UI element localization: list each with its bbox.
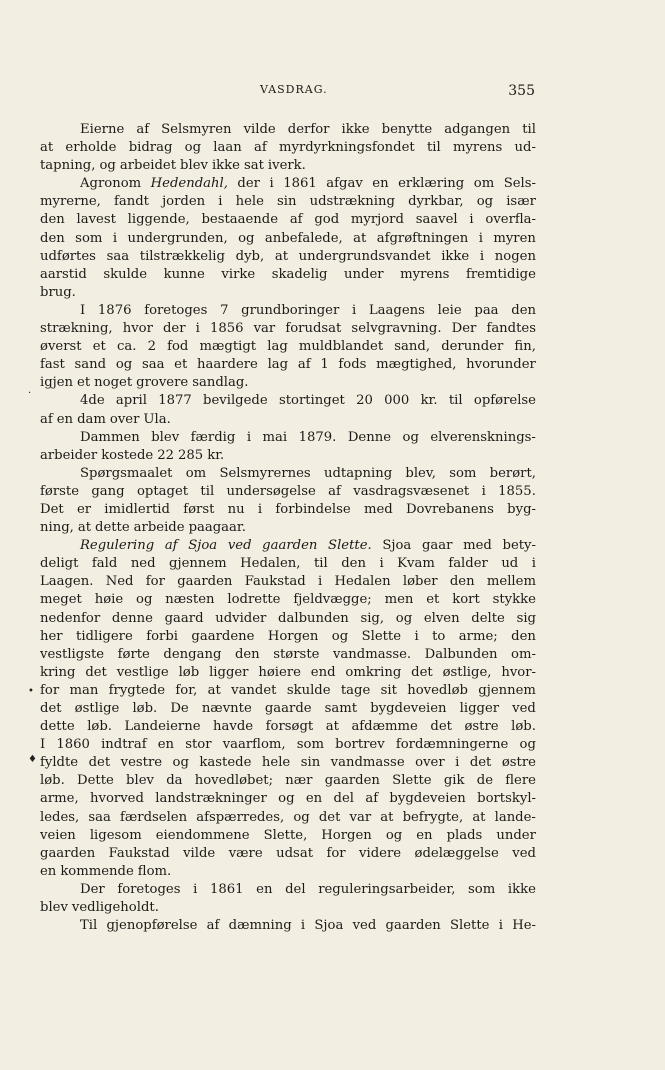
text-line: ledes, saa færdselen afspærredes, og det var at befrygte, at lande- — [40, 809, 536, 825]
text-line: igjen et noget grovere sandlag. — [40, 375, 249, 391]
text-line: gaarden Faukstad vilde være udsat for videre ødelæggelse ved — [40, 845, 536, 861]
text-line: Til gjenopførelse af dæmning i Sjoa ved gaarden Slette i He- — [80, 918, 536, 934]
text-line: myrerne, fandt jorden i hele sin udstrækning dyrkbar, og især — [40, 194, 536, 210]
text-line: det østlige løb. De nævnte gaarde samt bygdeveien ligger ved — [40, 701, 536, 716]
margin-mark: • — [28, 686, 34, 697]
text-line: arbeider kostede 22 285 kr. — [40, 447, 225, 463]
text-line: kring det vestlige løb ligger høiere end omkring det østlige, hvor- — [40, 664, 536, 680]
text-line: her tidligere forbi gaardene Horgen og Slette i to arme; den — [40, 628, 536, 644]
text-line: fyldte det vestre og kastede hele sin vandmasse over i det østre — [40, 755, 536, 771]
text-line: 4de april 1877 bevilgede stortinget 20 000 kr. til opførelse — [80, 393, 536, 409]
text-line: deligt fald ned gjennem Hedalen, til den i Kvam falder ud i — [40, 556, 536, 572]
text-line: øverst et ca. 2 fod mægtigt lag muldblandet sand, derunder fin, — [40, 339, 536, 355]
text-line: brug. — [40, 284, 76, 300]
text-line: Regulering af Sjoa ved gaarden Slette. Sjoa gaar med bety- — [80, 538, 536, 554]
text-line: dette løb. Landeierne havde forsøgt at afdæmme det østre løb. — [40, 719, 536, 735]
text-line: fast sand og saa et haardere lag af 1 fods mægtighed, hvorunder — [40, 357, 536, 373]
text-line: Spørgsmaalet om Selsmyrernes udtapning blev, som berørt, — [80, 465, 536, 481]
text-line: blev vedligeholdt. — [40, 900, 159, 916]
text-line: aarstid skulde kunne virke skadelig under myrens fremtidige — [40, 266, 536, 282]
running-head: VASDRAG. — [260, 83, 328, 96]
text-line: Det er imidlertid først nu i forbindelse med Dovrebanens byg- — [40, 501, 536, 517]
text-line: for man frygtede for, at vandet skulde tage sit hovedløb gjennem — [40, 682, 536, 698]
text-line: udførtes saa tilstrækkelig dyb, at undergrundsvandet ikke i nogen — [40, 248, 536, 264]
text-line: Laagen. Ned for gaarden Faukstad i Hedalen løber den mellem — [40, 574, 536, 590]
text-line: tapning, og arbeidet blev ikke sat iverk. — [40, 158, 306, 174]
margin-mark: ♦ — [28, 754, 37, 765]
text-line: den lavest liggende, bestaaende af god myrjord saavel i overfla- — [40, 212, 536, 228]
text-line: veien ligesom eiendommene Slette, Horgen og en plads under — [40, 827, 536, 843]
text-line: at erholde bidrag og laan af myrdyrkningsfondet til myrens ud- — [40, 140, 536, 156]
text-line: arme, hvorved landstrækninger og en del af bygdeveien bortskyl- — [40, 791, 536, 807]
text-line: løb. Dette blev da hovedløbet; nær gaarden Slette gik de flere — [40, 773, 536, 789]
text-line: strækning, hvor der i 1856 var forudsat selvgravning. Der fandtes — [40, 321, 536, 337]
text-line: I 1860 indtraf en stor vaarflom, som bortrev fordæmningerne og — [40, 737, 536, 753]
text-line: Agronom Hedendahl, der i 1861 afgav en erklæring om Sels- — [80, 176, 536, 192]
text-line: Der foretoges i 1861 en del reguleringsarbeider, som ikke — [80, 881, 536, 897]
body-text — [40, 121, 536, 935]
text-line: en kommende flom. — [40, 863, 172, 879]
text-line: den som i undergrunden, og anbefalede, at afgrøftningen i myren — [40, 230, 536, 246]
text-line: meget høie og næsten lodrette fjeldvægge; men et kort stykke — [40, 592, 536, 608]
page-number: 355 — [508, 83, 535, 99]
text-line: Eierne af Selsmyren vilde derfor ikke benytte adgangen til — [80, 122, 536, 137]
text-line: Dammen blev færdig i mai 1879. Denne og elverensknings- — [80, 429, 536, 445]
margin-mark: · — [28, 388, 32, 399]
text-line: af en dam over Ula. — [40, 411, 171, 427]
text-line: første gang optaget til undersøgelse af vasdragsvæsenet i 1855. — [40, 483, 536, 499]
text-line: ning, at dette arbeide paagaar. — [40, 520, 246, 536]
text-line: I 1876 foretoges 7 grundboringer i Laagens leie paa den — [80, 302, 536, 318]
text-line: nedenfor denne gaard udvider dalbunden sig, og elven delte sig — [40, 610, 536, 626]
text-line: vestligste førte dengang den største vandmasse. Dalbunden om- — [40, 646, 536, 662]
page-header — [40, 83, 535, 103]
